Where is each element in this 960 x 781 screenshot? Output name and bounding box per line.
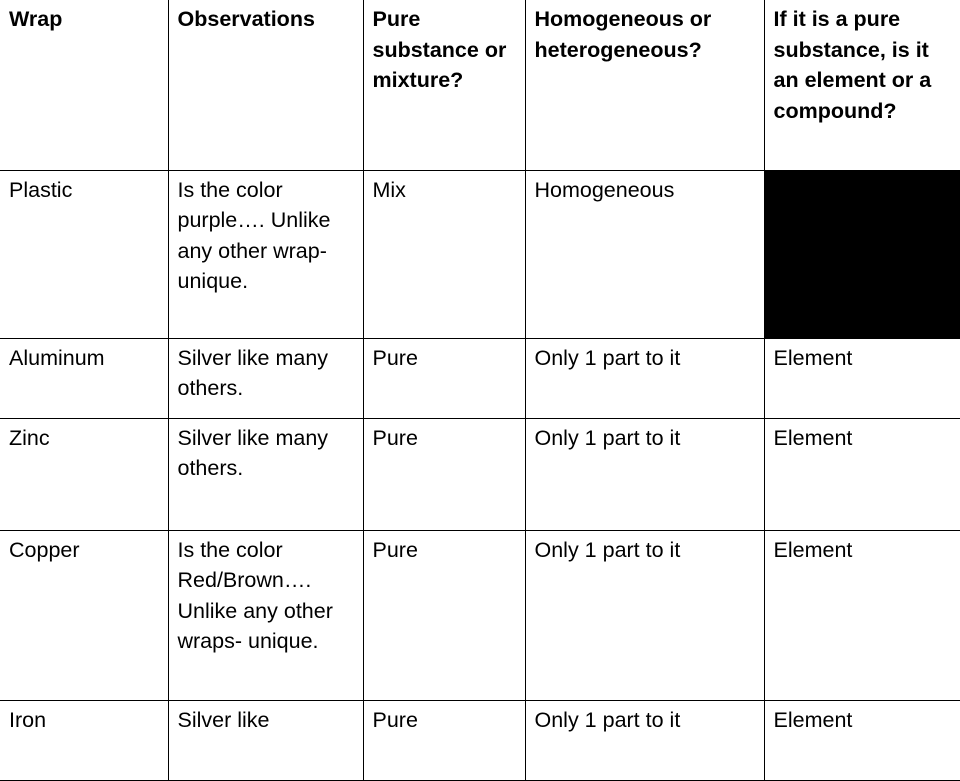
cell-observations: Silver like many others. bbox=[168, 418, 363, 530]
cell-observations: Is the color purple…. Unlike any other wrap- unique. bbox=[168, 170, 363, 338]
cell-observations: Silver like bbox=[168, 700, 363, 780]
cell-element-or-compound: Element bbox=[764, 530, 960, 700]
cell-homogeneous-or-heterogeneous: Only 1 part to it bbox=[525, 418, 764, 530]
cell-wrap: Zinc bbox=[0, 418, 168, 530]
cell-homogeneous-or-heterogeneous: Homogeneous bbox=[525, 170, 764, 338]
cell-pure-or-mixture: Pure bbox=[363, 530, 525, 700]
cell-homogeneous-or-heterogeneous: Only 1 part to it bbox=[525, 530, 764, 700]
header-pure-or-mixture: Pure substance or mixture? bbox=[363, 0, 525, 170]
cell-element-or-compound: Element bbox=[764, 338, 960, 418]
cell-wrap: Copper bbox=[0, 530, 168, 700]
cell-observations: Is the color Red/Brown…. Unlike any other wraps- unique. bbox=[168, 530, 363, 700]
cell-pure-or-mixture: Mix bbox=[363, 170, 525, 338]
table-row bbox=[0, 700, 960, 780]
header-observations: Observations bbox=[168, 0, 363, 170]
cell-wrap: Iron bbox=[0, 700, 168, 780]
table-row bbox=[0, 338, 960, 418]
cell-wrap: Aluminum bbox=[0, 338, 168, 418]
cell-pure-or-mixture: Pure bbox=[363, 700, 525, 780]
table-row bbox=[0, 530, 960, 700]
cell-homogeneous-or-heterogeneous: Only 1 part to it bbox=[525, 338, 764, 418]
cell-element-or-compound-blacked-out bbox=[764, 170, 960, 338]
table-row bbox=[0, 418, 960, 530]
cell-element-or-compound: Element bbox=[764, 418, 960, 530]
table-header-row bbox=[0, 0, 960, 170]
cell-pure-or-mixture: Pure bbox=[363, 418, 525, 530]
header-element-or-compound: If it is a pure substance, is it an element or a compound? bbox=[764, 0, 960, 170]
cell-element-or-compound: Element bbox=[764, 700, 960, 780]
cell-homogeneous-or-heterogeneous: Only 1 part to it bbox=[525, 700, 764, 780]
cell-observations: Silver like many others. bbox=[168, 338, 363, 418]
table-row bbox=[0, 170, 960, 338]
header-homogeneous-or-heterogeneous: Homogeneous or heterogeneous? bbox=[525, 0, 764, 170]
header-wrap: Wrap bbox=[0, 0, 168, 170]
cell-pure-or-mixture: Pure bbox=[363, 338, 525, 418]
cell-wrap: Plastic bbox=[0, 170, 168, 338]
